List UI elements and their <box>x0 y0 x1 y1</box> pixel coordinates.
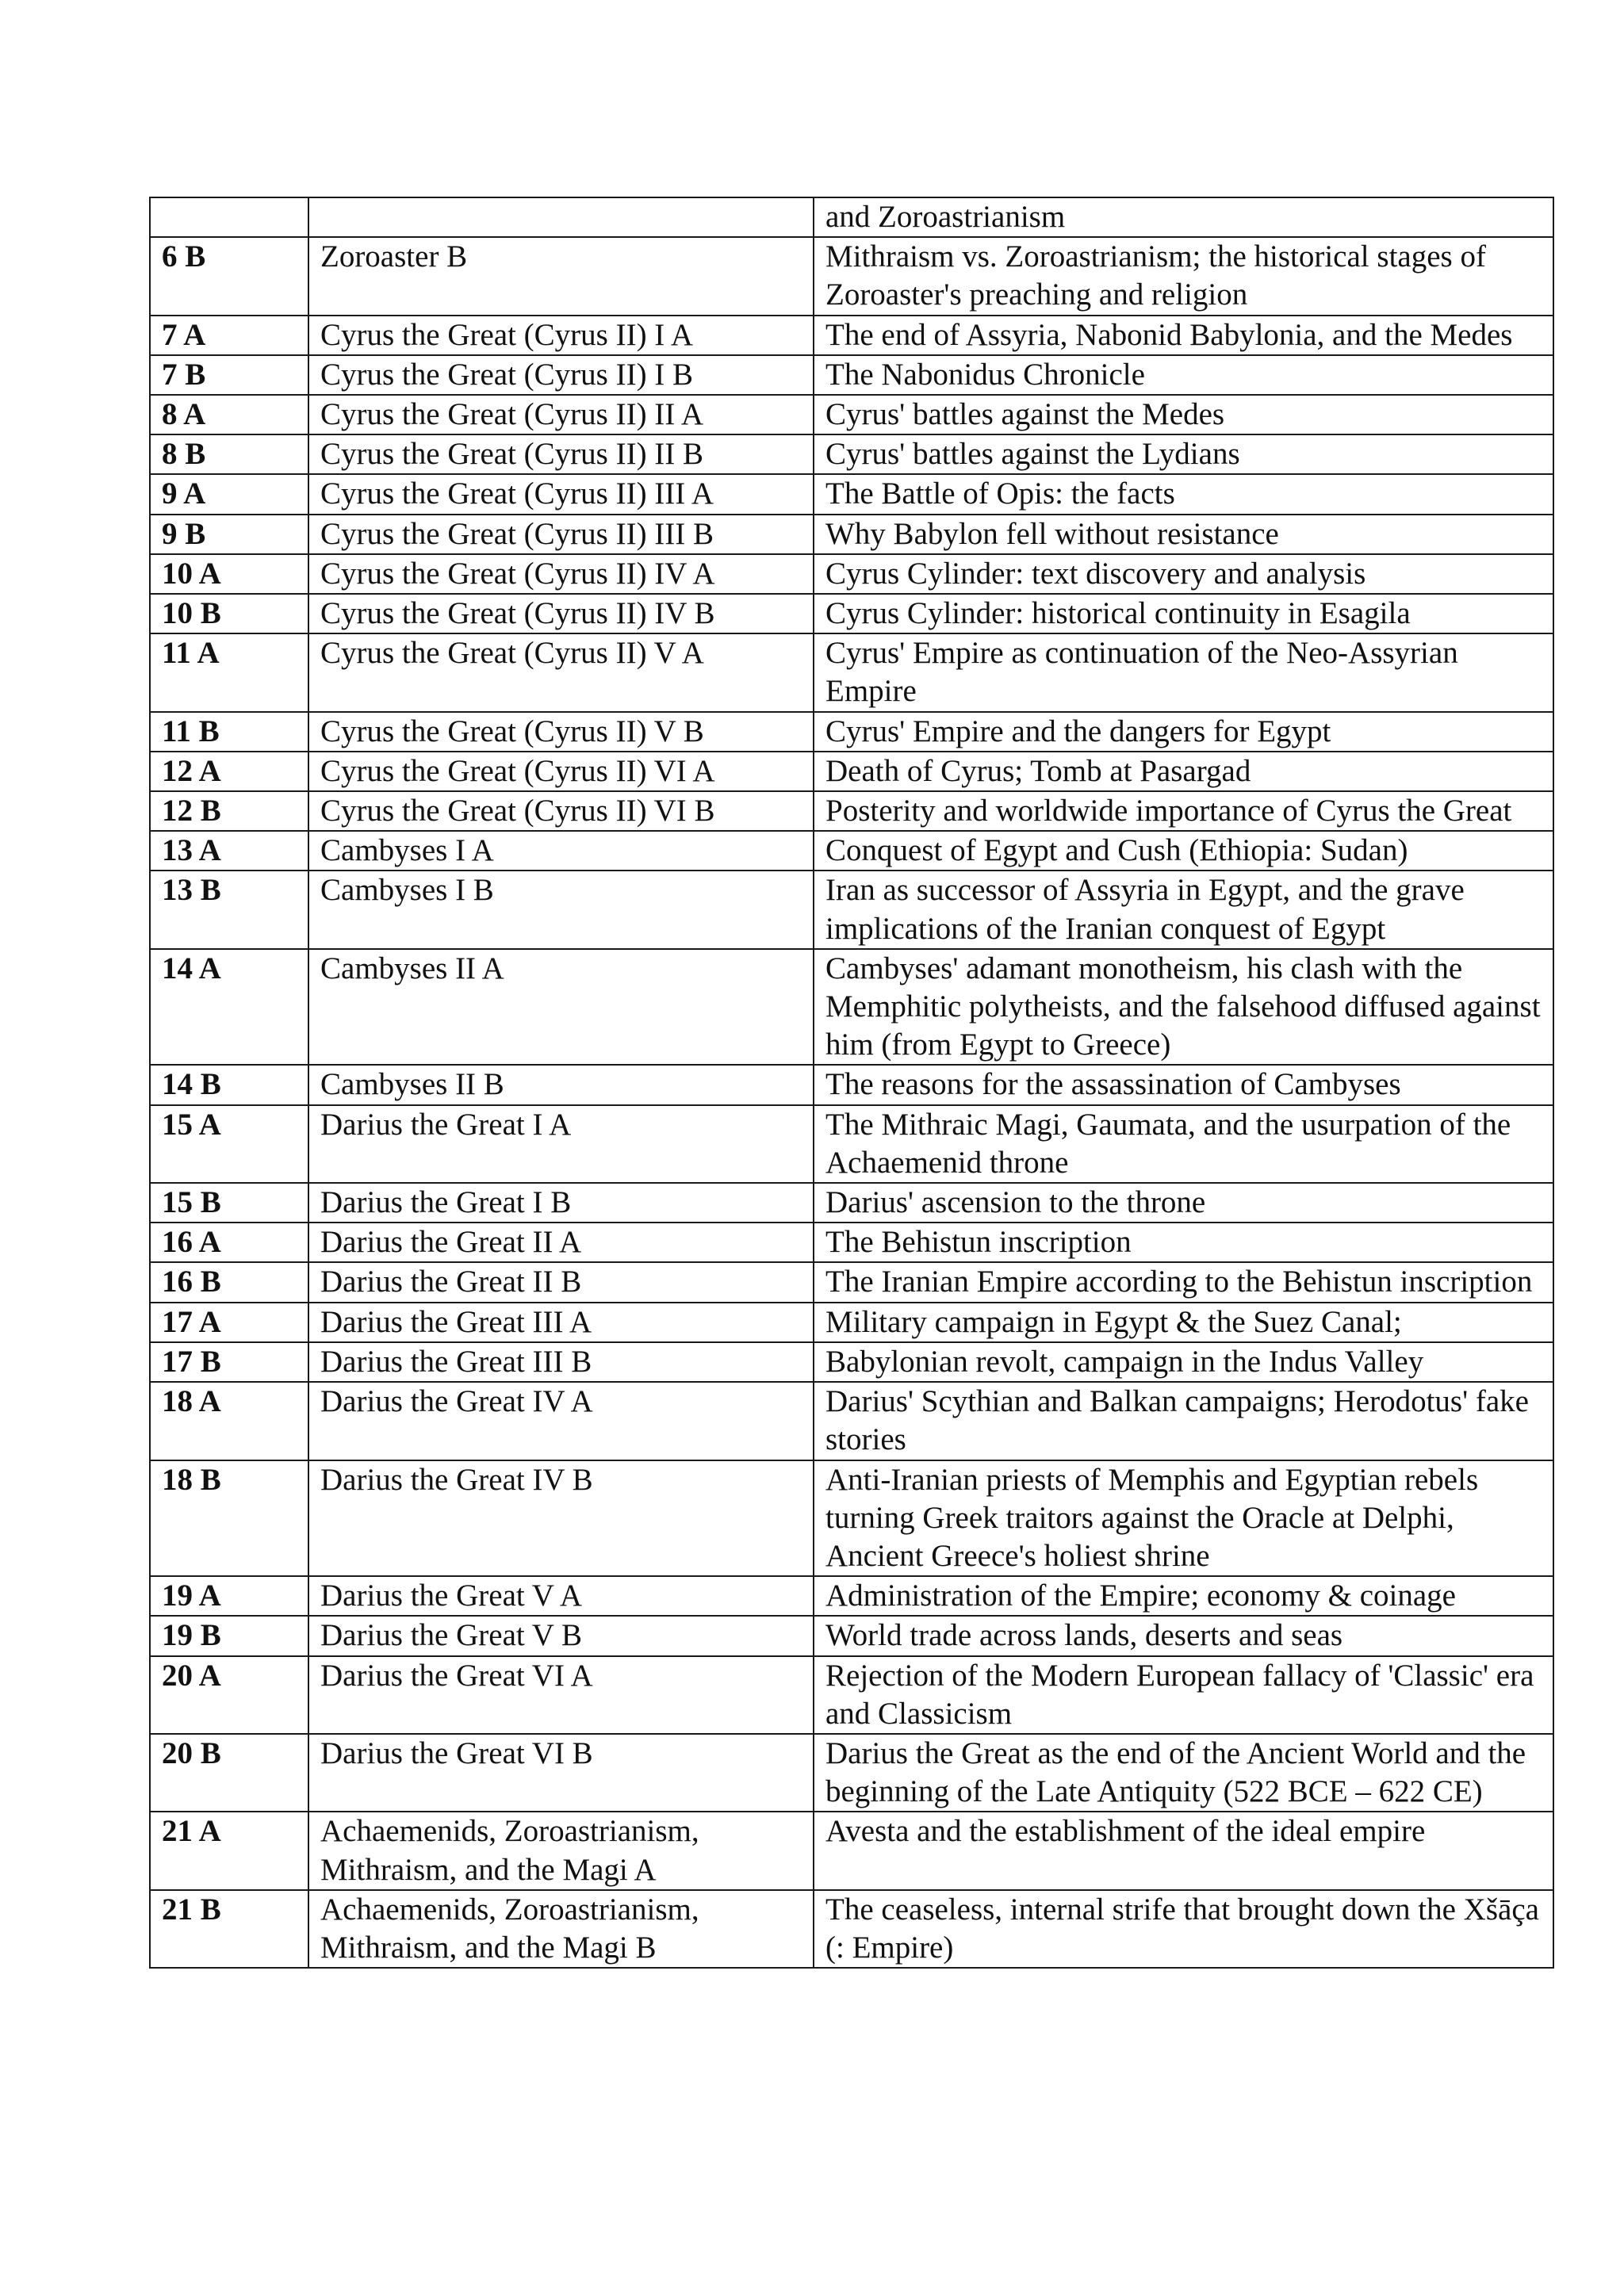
lecture-description-cell: The reasons for the assassination of Cambyses <box>814 1065 1553 1104</box>
lecture-code-cell: 21 A <box>150 1812 308 1889</box>
lecture-topic-cell: Cyrus the Great (Cyrus II) VI B <box>308 791 814 831</box>
table-row <box>150 1812 1553 1889</box>
lecture-code-cell: 13 A <box>150 831 308 871</box>
lecture-topic-cell: Cambyses I B <box>308 871 814 948</box>
lecture-description-cell: The end of Assyria, Nabonid Babylonia, and the Medes <box>814 316 1553 355</box>
table-row <box>150 1734 1553 1812</box>
lecture-code-cell: 8 A <box>150 395 308 434</box>
table-row <box>150 1460 1553 1577</box>
lecture-description-cell: Why Babylon fell without resistance <box>814 515 1553 554</box>
lecture-topic-cell: Darius the Great I A <box>308 1105 814 1183</box>
lecture-description-cell: Cyrus Cylinder: text discovery and analysis <box>814 554 1553 594</box>
table-row <box>150 554 1553 594</box>
table-row <box>150 752 1553 791</box>
lecture-code-cell: 12 B <box>150 791 308 831</box>
lecture-code-cell: 20 B <box>150 1734 308 1812</box>
table-row <box>150 237 1553 315</box>
lecture-code-cell <box>150 197 308 237</box>
lecture-code-cell: 19 A <box>150 1576 308 1616</box>
table-row <box>150 633 1553 711</box>
lecture-code-cell: 8 B <box>150 434 308 474</box>
lecture-description-cell: Avesta and the establishment of the ideal empire <box>814 1812 1553 1889</box>
lecture-topic-cell: Cambyses I A <box>308 831 814 871</box>
table-body <box>150 197 1553 1968</box>
lecture-description-cell: Cyrus' Empire as continuation of the Neo-Assyrian Empire <box>814 633 1553 711</box>
table-row <box>150 355 1553 395</box>
lecture-code-cell: 10 A <box>150 554 308 594</box>
table-row <box>150 316 1553 355</box>
table-row <box>150 791 1553 831</box>
lecture-topic-cell: Darius the Great II B <box>308 1262 814 1302</box>
lecture-topic-cell: Darius the Great IV B <box>308 1460 814 1577</box>
lecture-code-cell: 7 B <box>150 355 308 395</box>
lecture-description-cell: Posterity and worldwide importance of Cyrus the Great <box>814 791 1553 831</box>
lecture-description-cell: Mithraism vs. Zoroastrianism; the historical stages of Zoroaster's preaching and religion <box>814 237 1553 315</box>
table-row <box>150 1105 1553 1183</box>
table-row <box>150 1183 1553 1223</box>
lecture-description-cell: Death of Cyrus; Tomb at Pasargad <box>814 752 1553 791</box>
lecture-description-cell: Administration of the Empire; economy & coinage <box>814 1576 1553 1616</box>
lecture-description-cell: Iran as successor of Assyria in Egypt, and the grave implications of the Iranian conquest of Egypt <box>814 871 1553 948</box>
table-row <box>150 1223 1553 1262</box>
lecture-code-cell: 21 B <box>150 1890 308 1968</box>
lecture-code-cell: 17 B <box>150 1342 308 1382</box>
lecture-code-cell: 19 B <box>150 1616 308 1655</box>
lecture-code-cell: 13 B <box>150 871 308 948</box>
table-row <box>150 1890 1553 1968</box>
lecture-topic-cell: Achaemenids, Zoroastrianism, Mithraism, and the Magi A <box>308 1812 814 1889</box>
lecture-code-cell: 15 A <box>150 1105 308 1183</box>
lecture-topic-cell: Cyrus the Great (Cyrus II) III B <box>308 515 814 554</box>
lecture-topic-cell: Darius the Great II A <box>308 1223 814 1262</box>
lecture-code-cell: 10 B <box>150 594 308 633</box>
lecture-topic-cell: Cambyses II B <box>308 1065 814 1104</box>
lecture-description-cell: Babylonian revolt, campaign in the Indus Valley <box>814 1342 1553 1382</box>
lecture-topic-cell <box>308 197 814 237</box>
lecture-description-cell: Conquest of Egypt and Cush (Ethiopia: Sudan) <box>814 831 1553 871</box>
lecture-code-cell: 17 A <box>150 1303 308 1342</box>
lecture-topic-cell: Darius the Great I B <box>308 1183 814 1223</box>
lecture-topic-cell: Darius the Great III B <box>308 1342 814 1382</box>
table-row <box>150 831 1553 871</box>
lecture-description-cell: Darius' ascension to the throne <box>814 1183 1553 1223</box>
table-row <box>150 594 1553 633</box>
lecture-code-cell: 14 A <box>150 949 308 1066</box>
lecture-description-cell: Rejection of the Modern European fallacy of 'Classic' era and Classicism <box>814 1656 1553 1734</box>
lecture-topic-cell: Cambyses II A <box>308 949 814 1066</box>
lecture-topic-cell: Cyrus the Great (Cyrus II) IV B <box>308 594 814 633</box>
lecture-topic-cell: Cyrus the Great (Cyrus II) IV A <box>308 554 814 594</box>
lecture-description-cell: Anti-Iranian priests of Memphis and Egyptian rebels turning Greek traitors against the Oracle at Delphi, Ancient Greece's holiest shrine <box>814 1460 1553 1577</box>
lecture-code-cell: 14 B <box>150 1065 308 1104</box>
lecture-code-cell: 18 A <box>150 1382 308 1460</box>
lecture-topic-cell: Zoroaster B <box>308 237 814 315</box>
lecture-description-cell: and Zoroastrianism <box>814 197 1553 237</box>
lecture-description-cell: The Mithraic Magi, Gaumata, and the usurpation of the Achaemenid throne <box>814 1105 1553 1183</box>
lecture-description-cell: Cyrus' battles against the Medes <box>814 395 1553 434</box>
lecture-topic-cell: Darius the Great IV A <box>308 1382 814 1460</box>
lecture-code-cell: 9 B <box>150 515 308 554</box>
lecture-topic-cell: Darius the Great VI B <box>308 1734 814 1812</box>
table-row <box>150 1303 1553 1342</box>
lecture-topic-cell: Achaemenids, Zoroastrianism, Mithraism, and the Magi B <box>308 1890 814 1968</box>
lecture-topic-cell: Cyrus the Great (Cyrus II) II A <box>308 395 814 434</box>
lecture-description-cell: The ceaseless, internal strife that brought down the Xšāça (: Empire) <box>814 1890 1553 1968</box>
lecture-description-cell: Military campaign in Egypt & the Suez Canal; <box>814 1303 1553 1342</box>
table-row <box>150 871 1553 948</box>
lecture-code-cell: 15 B <box>150 1183 308 1223</box>
lecture-description-cell: Cambyses' adamant monotheism, his clash with the Memphitic polytheists, and the falsehood diffused against him (from Egypt to Greece) <box>814 949 1553 1066</box>
lecture-topic-cell: Cyrus the Great (Cyrus II) I B <box>308 355 814 395</box>
table-row <box>150 197 1553 237</box>
table-row <box>150 395 1553 434</box>
lecture-code-cell: 11 A <box>150 633 308 711</box>
lecture-code-cell: 6 B <box>150 237 308 315</box>
lecture-topic-cell: Darius the Great III A <box>308 1303 814 1342</box>
lecture-description-cell: The Battle of Opis: the facts <box>814 474 1553 514</box>
lecture-code-cell: 11 B <box>150 712 308 752</box>
table-row <box>150 949 1553 1066</box>
lecture-description-cell: Darius' Scythian and Balkan campaigns; Herodotus' fake stories <box>814 1382 1553 1460</box>
table-row <box>150 1342 1553 1382</box>
lecture-topic-cell: Cyrus the Great (Cyrus II) V B <box>308 712 814 752</box>
lecture-description-cell: World trade across lands, deserts and seas <box>814 1616 1553 1655</box>
lecture-topic-cell: Cyrus the Great (Cyrus II) III A <box>308 474 814 514</box>
lecture-topic-cell: Cyrus the Great (Cyrus II) I A <box>308 316 814 355</box>
lecture-code-cell: 7 A <box>150 316 308 355</box>
lecture-code-cell: 12 A <box>150 752 308 791</box>
lecture-code-cell: 16 A <box>150 1223 308 1262</box>
lecture-topic-cell: Cyrus the Great (Cyrus II) VI A <box>308 752 814 791</box>
lecture-code-cell: 16 B <box>150 1262 308 1302</box>
table-row <box>150 474 1553 514</box>
lecture-topic-cell: Darius the Great V B <box>308 1616 814 1655</box>
table-row <box>150 1576 1553 1616</box>
table-row <box>150 1065 1553 1104</box>
table-row <box>150 434 1553 474</box>
lecture-description-cell: Darius the Great as the end of the Ancient World and the beginning of the Late Antiquity (522 BCE – 622 CE) <box>814 1734 1553 1812</box>
table-row <box>150 1262 1553 1302</box>
lecture-schedule-table <box>149 197 1554 1969</box>
lecture-topic-cell: Darius the Great VI A <box>308 1656 814 1734</box>
lecture-topic-cell: Cyrus the Great (Cyrus II) II B <box>308 434 814 474</box>
lecture-description-cell: The Nabonidus Chronicle <box>814 355 1553 395</box>
lecture-code-cell: 18 B <box>150 1460 308 1577</box>
lecture-description-cell: Cyrus Cylinder: historical continuity in Esagila <box>814 594 1553 633</box>
lecture-code-cell: 9 A <box>150 474 308 514</box>
table-row <box>150 1382 1553 1460</box>
lecture-topic-cell: Darius the Great V A <box>308 1576 814 1616</box>
table-row <box>150 515 1553 554</box>
lecture-description-cell: The Behistun inscription <box>814 1223 1553 1262</box>
table-row <box>150 1656 1553 1734</box>
table-row <box>150 1616 1553 1655</box>
lecture-code-cell: 20 A <box>150 1656 308 1734</box>
lecture-description-cell: Cyrus' battles against the Lydians <box>814 434 1553 474</box>
lecture-topic-cell: Cyrus the Great (Cyrus II) V A <box>308 633 814 711</box>
lecture-description-cell: Cyrus' Empire and the dangers for Egypt <box>814 712 1553 752</box>
table-row <box>150 712 1553 752</box>
lecture-description-cell: The Iranian Empire according to the Behistun inscription <box>814 1262 1553 1302</box>
